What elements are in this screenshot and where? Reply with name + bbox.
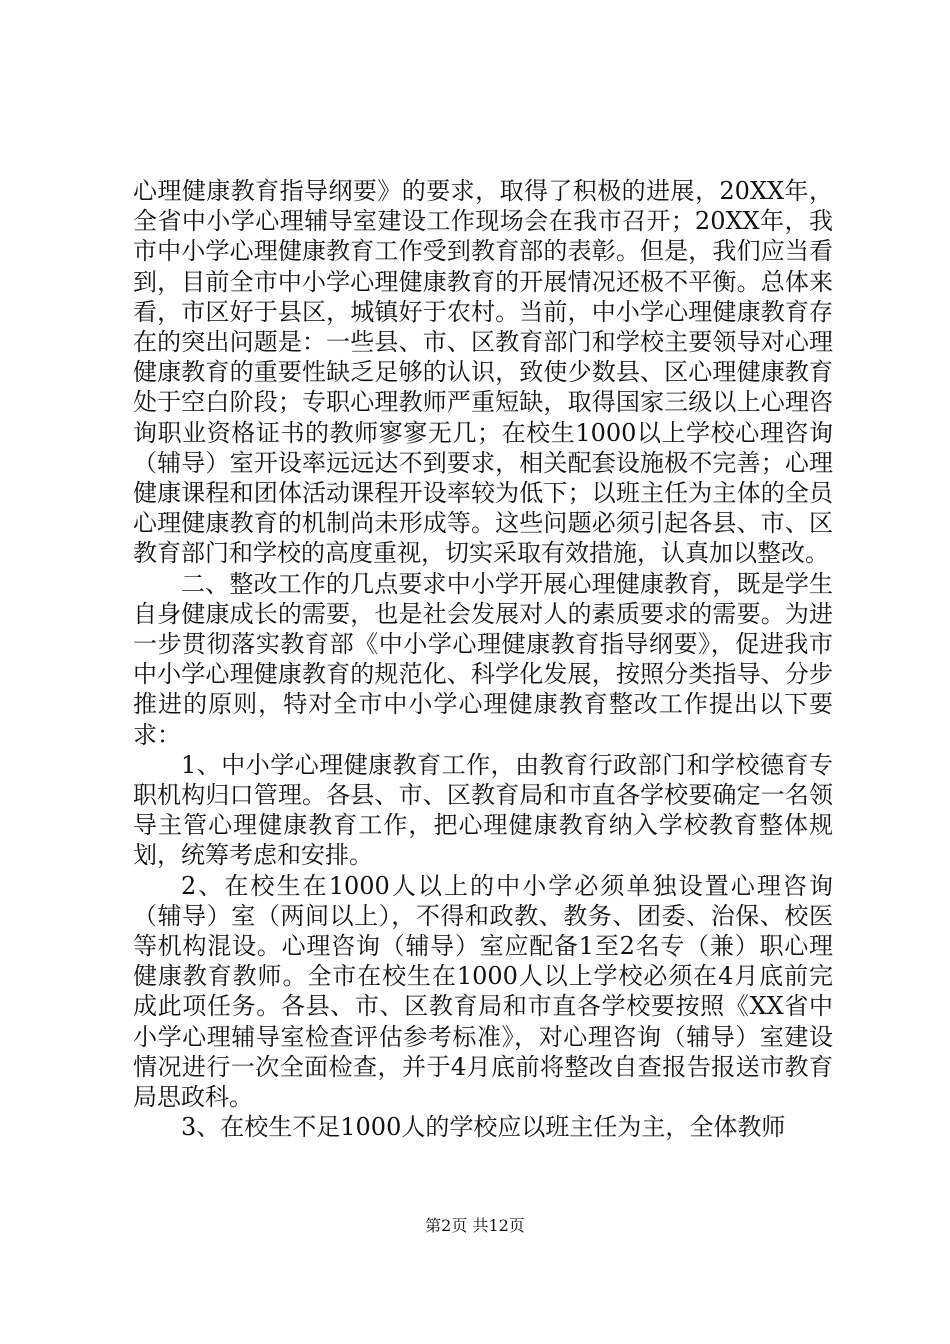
paragraph-continuation: 心理健康教育指导纲要》的要求，取得了积极的进展，20XX年，全省中小学心理辅导室建设工作现场会在我市召开；20XX年，我市中小学心理健康教育工作受到教育部的表彰。但是，我们应当看到，目前全市中小学心理健康教育的开展情况还极不平衡。总体来看，市区好于县区，城镇好于农村。当前，中小学心理健康教育存在的突出问题是：一些县、市、区教育部门和学校主要领导对心理健康教育的重要性缺乏足够的认识，致使少数县、区心理健康教育处于空白阶段；专职心理教师严重短缺，取得国家三级以上心理咨询职业资格证书的教师寥寥无几；在校生1000以上学校心理咨询（辅导）室开设率远远达不到要求，相关配套设施极不完善；心理健康课程和团体活动课程开设率较为低下；以班主任为主体的全员心理健康教育的机制尚未形成等。这些问题必须引起各县、市、区教育部门和学校的高度重视，切实采取有效措施，认真加以整改。 (133, 177, 833, 568)
document-body (133, 176, 833, 1143)
paragraph-item-2: 2、在校生在1000人以上的中小学必须单独设置心理咨询（辅导）室（两间以上），不得和政教、教务、团委、治保、校医等机构混设。心理咨询（辅导）室应配备1至2名专（兼）职心理健康教育教师。全市在校生在1000人以上学校必须在4月底前完成此项任务。各县、市、区教育局和市直各学校要按照《XX省中小学心理辅导室检查评估参考标准》，对心理咨询（辅导）室建设情况进行一次全面检查，并于4月底前将整改自查报告报送市教育局思政科。 (133, 871, 833, 1112)
paragraph-section-two: 二、整改工作的几点要求中小学开展心理健康教育，既是学生自身健康成长的需要，也是社会发展对人的素质要求的需要。为进一步贯彻落实教育部《中小学心理健康教育指导纲要》，促进我市中小学心理健康教育的规范化、科学化发展，按照分类指导、分步推进的原则，特对全市中小学心理健康教育整改工作提出以下要求： (133, 569, 833, 749)
paragraph-item-3: 3、在校生不足1000人的学校应以班主任为主，全体教师 (181, 1113, 786, 1142)
paragraph-item-1: 1、中小学心理健康教育工作，由教育行政部门和学校德育专职机构归口管理。各县、市、区教育局和市直各学校要确定一名领导主管心理健康教育工作，把心理健康教育纳入学校教育整体规划，统筹考虑和安排。 (133, 750, 833, 870)
page-number-footer: 第2页 共12页 (425, 1216, 525, 1235)
